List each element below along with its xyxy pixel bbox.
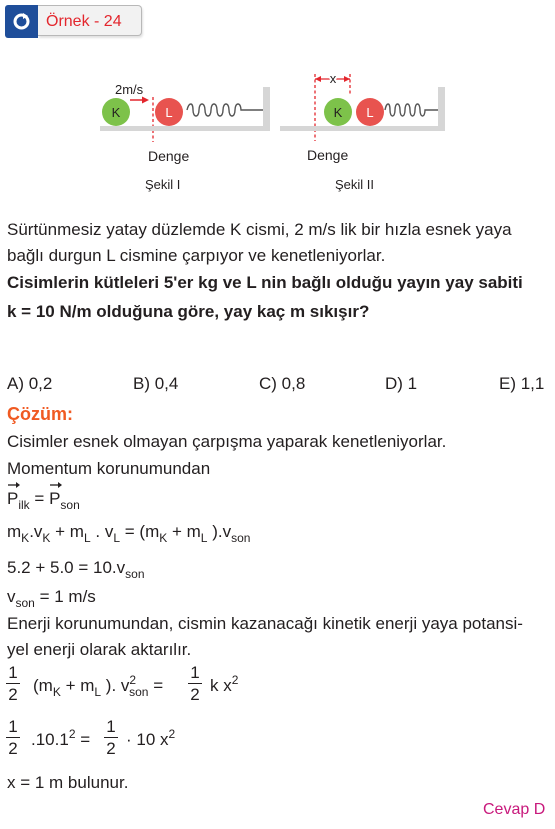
question-line-2: bağlı durgun L cismine çarpıyor ve kenetleniyorlar. <box>7 246 386 265</box>
question-line-3: Cisimlerin kütleleri 5'er kg ve L nin bağlı olduğu yayın yay sabiti <box>7 273 523 292</box>
fraction-half: 1 2 <box>104 717 118 760</box>
figure-1 <box>90 75 280 195</box>
energy-line-2: yel enerji olarak aktarılır. <box>7 640 192 659</box>
speed-label: 2m/s <box>115 82 144 97</box>
option-e[interactable]: E) 1,1 <box>499 374 545 393</box>
fraction-half: 1 2 <box>6 663 20 706</box>
figure-2 <box>275 65 450 195</box>
question-line-4: k = 10 N/m olduğuna göre, yay kaç m sıkışır? <box>7 302 370 321</box>
fraction-half: 1 2 <box>6 717 20 760</box>
ball-k-label: K <box>111 105 121 120</box>
energy-numeric-left: $.10.1^2$ = <box>31 727 91 749</box>
ball-l-label: L <box>165 105 173 120</box>
ball-l-label: L <box>366 105 374 120</box>
spring <box>385 104 438 116</box>
solution-line-2: Momentum korunumundan <box>7 459 211 478</box>
floor <box>280 126 445 131</box>
x-arrow-right <box>344 76 350 82</box>
floor <box>100 126 270 131</box>
energy-equation-left: ($m_K + m_L$ ). $v^2_{son}$ = <box>33 673 164 699</box>
equilibrium-label: Denge <box>148 148 190 164</box>
option-c[interactable]: C) 0,8 <box>259 374 306 393</box>
solution-line-1: Cisimler esnek olmayan çarpışma yaparak kenetleniyorlar. <box>7 432 447 451</box>
spring <box>187 104 263 116</box>
final-velocity: $v_{son} = 1$ m/s <box>7 587 96 610</box>
option-d[interactable]: D) 1 <box>385 374 418 393</box>
option-b[interactable]: B) 0,4 <box>133 374 179 393</box>
ball-k-label: K <box>333 105 343 120</box>
momentum-numeric-equation: $5.2 + 5.0 = 10.v_{son}$ <box>7 558 145 581</box>
equilibrium-label: Denge <box>307 147 349 163</box>
question-line-1: Sürtünmesiz yatay düzlemde K cismi, 2 m/s lik bir hızla esnek yaya <box>7 220 512 239</box>
velocity-arrowhead <box>142 97 149 104</box>
energy-equation-right: k $x^2$ <box>210 673 239 695</box>
fraction-half: 1 2 <box>188 663 202 706</box>
momentum-equation: $P_{ilk}$ = $P_{son}$ <box>7 489 80 509</box>
x-label: x <box>329 71 337 86</box>
x-arrow-left <box>315 76 321 82</box>
wall <box>438 87 445 131</box>
example-header <box>5 5 145 38</box>
example-title: Örnek - 24 <box>38 5 142 36</box>
figure-caption: Şekil II <box>335 177 375 192</box>
solution-result: x = 1 m bulunur. <box>7 773 129 792</box>
answer-label: Cevap D <box>483 801 546 818</box>
wall <box>263 87 270 131</box>
momentum-expanded-equation: $m_K.v_K + m_L$ . $v_L = (m_K + m_L$ )$.v_{son}$ <box>7 522 251 545</box>
solution-heading: Çözüm: <box>7 404 73 424</box>
circle-arrow-icon <box>5 5 38 38</box>
energy-line-1: Enerji korunumundan, cismin kazanacağı kinetik enerji yaya potansi- <box>7 614 523 633</box>
energy-numeric-right: · 10 $x^2$ <box>126 727 176 749</box>
figure-caption: Şekil I <box>145 177 181 192</box>
option-a[interactable]: A) 0,2 <box>7 374 53 393</box>
